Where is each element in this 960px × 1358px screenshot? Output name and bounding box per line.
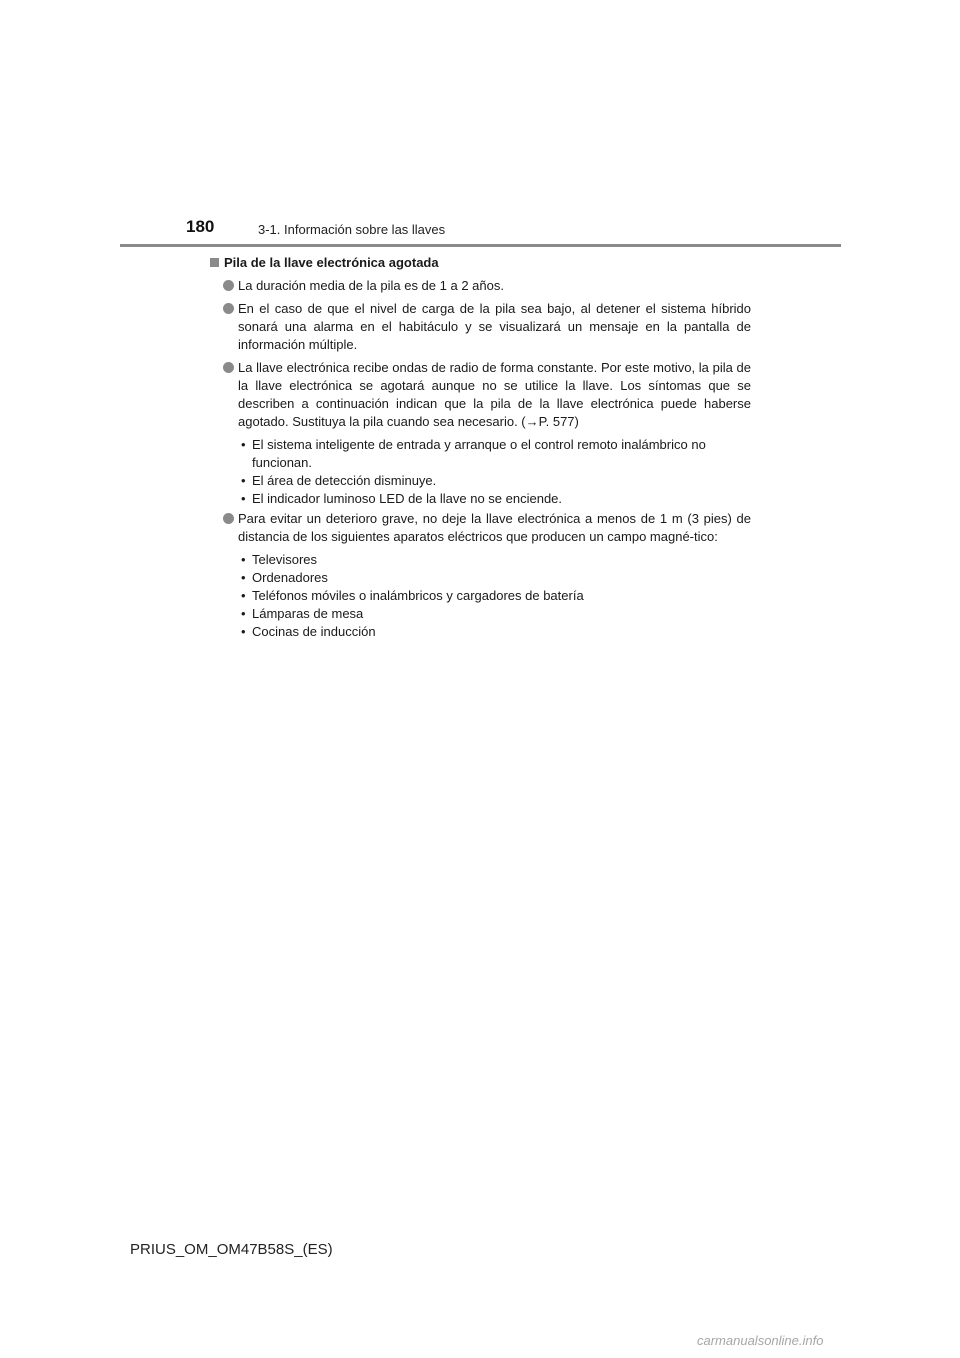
page-number: 180 xyxy=(186,217,215,236)
footer-doc-code: PRIUS_OM_OM47B58S_(ES) xyxy=(130,1241,333,1258)
list-item xyxy=(210,490,751,508)
bullet-item xyxy=(210,359,751,431)
main-content xyxy=(210,254,751,643)
dot-marker: • xyxy=(241,437,246,452)
bullet-item xyxy=(210,277,751,295)
dot-marker: • xyxy=(241,606,246,621)
dot-marker: • xyxy=(241,552,246,567)
bullet-text: En el caso de que el nivel de carga de la pila sea bajo, al detener el sistema híbrido sonará una alarma en el habitáculo y se visualizará un mensaje en la pantalla de información múltiple. xyxy=(238,301,751,352)
section-heading xyxy=(210,254,751,272)
list-item xyxy=(210,569,751,587)
circle-bullet-icon xyxy=(223,303,234,314)
circle-bullet-icon xyxy=(223,280,234,291)
list-item-text: Lámparas de mesa xyxy=(252,606,364,621)
dot-marker: • xyxy=(241,588,246,603)
dot-marker: • xyxy=(241,491,246,506)
square-bullet-icon xyxy=(210,258,219,267)
list-item-text: Teléfonos móviles o inalámbricos y cargadores de batería xyxy=(252,588,584,603)
bullet-text: La llave electrónica recibe ondas de radio de forma constante. Por este motivo, la pila de la llave electrónica se agotará aunque no se utilice la llave. Los síntomas que se describen a continuación indican que la pila de la llave electrónica puede haberse agotado. Sustituya la pila cuando sea necesario. (→P. 577) xyxy=(238,360,751,429)
bullet-text: Para evitar un deterioro grave, no deje la llave electrónica a menos de 1 m (3 pies) de distancia de los siguientes aparatos eléctricos que producen un campo magné-tico: xyxy=(238,511,751,544)
list-item xyxy=(210,605,751,623)
list-item xyxy=(210,551,751,569)
dot-marker: • xyxy=(241,570,246,585)
dot-marker: • xyxy=(241,624,246,639)
devices-list xyxy=(210,551,751,641)
list-item-text: El sistema inteligente de entrada y arranque o el control remoto inalámbrico no funcionan. xyxy=(252,437,706,470)
list-item xyxy=(210,587,751,605)
list-item xyxy=(210,472,751,490)
dot-marker: • xyxy=(241,473,246,488)
symptoms-list xyxy=(210,436,751,508)
watermark: carmanualsonline.info xyxy=(697,1333,824,1348)
bullet-text: La duración media de la pila es de 1 a 2 años. xyxy=(238,278,504,293)
bullet-item xyxy=(210,300,751,354)
list-item-text: El indicador luminoso LED de la llave no se enciende. xyxy=(252,491,563,506)
circle-bullet-icon xyxy=(223,513,234,524)
section-heading-text: Pila de la llave electrónica agotada xyxy=(224,255,439,270)
list-item-text: Ordenadores xyxy=(252,570,328,585)
list-item-text: Cocinas de inducción xyxy=(252,624,376,639)
list-item-text: El área de detección disminuye. xyxy=(252,473,437,488)
list-item xyxy=(210,623,751,641)
bullet-item xyxy=(210,510,751,546)
list-item xyxy=(210,436,751,472)
circle-bullet-icon xyxy=(223,362,234,373)
section-header: 3-1. Información sobre las llaves xyxy=(258,222,446,237)
list-item-text: Televisores xyxy=(252,552,318,567)
header-divider xyxy=(120,244,841,247)
